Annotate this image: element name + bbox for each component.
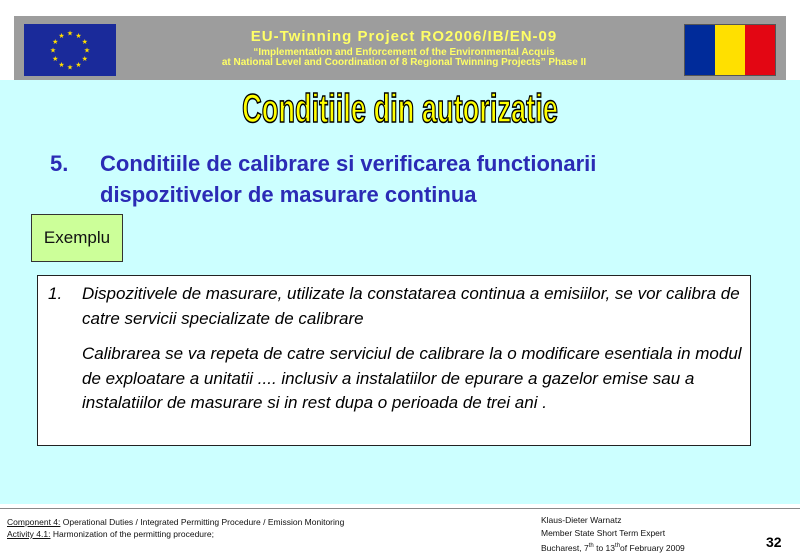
list-item-paragraph-1: Dispozitivele de masurare, utilizate la constatarea continua a emisiilor, se vor calibra de catre servicii specializate de calibrare (82, 284, 740, 328)
footer-project-info (7, 516, 344, 540)
romania-flag-icon (684, 24, 776, 76)
section-heading (50, 148, 770, 210)
section-line-2: dispozitivelor de masurare continua (100, 182, 477, 207)
footer-divider (0, 508, 800, 509)
slide-content (0, 80, 800, 504)
eu-flag-icon (24, 24, 116, 76)
eu-star-icon: ★ (52, 56, 59, 63)
eu-star-icon: ★ (75, 32, 82, 40)
author-name: Klaus-Dieter Warnatz (541, 515, 622, 525)
page-number: 32 (766, 534, 782, 550)
flag-stripe-blue (685, 25, 715, 75)
example-text-box (37, 275, 751, 446)
author-role: Member State Short Term Expert (541, 528, 666, 538)
eu-star-icon: ★ (66, 64, 74, 72)
eu-star-icon: ★ (81, 56, 88, 63)
section-number: 5. (50, 151, 69, 176)
eu-star-icon: ★ (75, 62, 82, 70)
list-item-number: 1. (48, 284, 63, 303)
footer-author-info (541, 514, 685, 555)
list-item-paragraph-2: Calibrarea se va repeta de catre serviciul de calibrare la o modificare esentiala in modul de exploatare a unitatii .... inclusiv a instalatiilor de epurare a gazelor emise sau a instalatiilor de masurare si in rest dupa o perioada de trei ani . (82, 344, 742, 412)
example-label-box: Exemplu (31, 214, 123, 262)
eu-star-icon: ★ (58, 62, 65, 70)
component-text: Operational Duties / Integrated Permitting Procedure / Emission Monitoring (60, 517, 345, 527)
flag-stripe-red (745, 25, 775, 75)
slide-title: Conditiile din autorizatie (242, 87, 558, 131)
presentation-date: Bucharest, 7th to 13thof February 2009 (541, 542, 685, 553)
footer (0, 504, 800, 553)
eu-star-icon: ★ (49, 47, 57, 55)
project-subtitle-line1: “Implementation and Enforcement of the Environmental Acquis (253, 47, 555, 58)
eu-star-icon: ★ (52, 39, 59, 46)
eu-star-icon: ★ (66, 30, 74, 38)
header-banner (14, 16, 786, 80)
project-subtitle-line2: at National Level and Coordination of 8 Regional Twinning Projects” Phase II (221, 57, 587, 68)
flag-stripe-yellow (715, 25, 745, 75)
section-line-1: Conditiile de calibrare si verificarea functionarii (100, 151, 597, 176)
project-title: EU-Twinning Project RO2006/IB/EN-09 (250, 28, 558, 45)
eu-star-icon: ★ (58, 32, 65, 40)
activity-label: Activity 4.1: (7, 529, 51, 539)
eu-star-icon: ★ (83, 47, 91, 55)
eu-star-icon: ★ (81, 39, 88, 46)
component-label: Component 4: (7, 517, 61, 527)
activity-text: Harmonization of the permitting procedure; (50, 529, 214, 539)
